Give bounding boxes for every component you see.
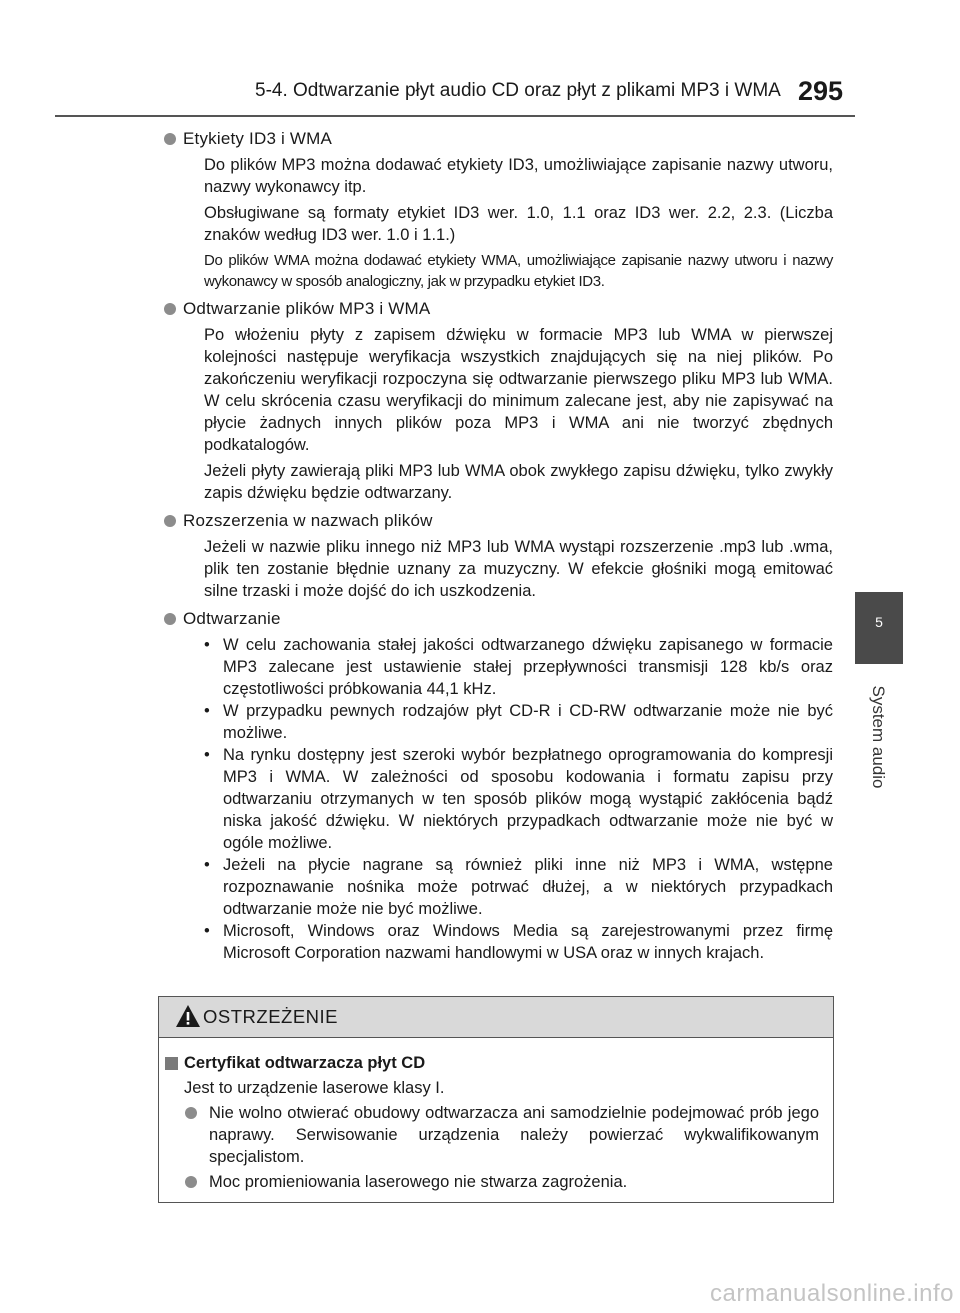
header-title: 5-4. Odtwarzanie płyt audio CD oraz płyt z plikami MP3 i WMA xyxy=(255,80,781,101)
chapter-number: 5 xyxy=(875,614,883,630)
square-bullet-icon xyxy=(165,1057,178,1070)
list-item xyxy=(204,854,833,920)
paragraph: Do plików MP3 można dodawać etykiety ID3, umożliwiające zapisanie nazwy utworu, nazwy wykonawcy itp. xyxy=(204,156,833,196)
warning-box xyxy=(158,996,834,1203)
section-playback xyxy=(183,608,833,964)
list-item-text: Microsoft, Windows oraz Windows Media są zarejestrowanymi przez firmę Microsoft Corporation nazwami handlowymi w USA oraz w innych krajach. xyxy=(223,922,833,962)
list-bullet: • xyxy=(204,856,210,874)
bullet-icon xyxy=(185,1176,197,1188)
header-divider xyxy=(55,115,855,117)
chapter-label-text: System audio xyxy=(869,685,888,789)
section-id3-tags xyxy=(183,128,833,292)
paragraph: Jeżeli w nazwie pliku innego niż MP3 lub WMA wystąpi rozszerzenie .mp3 lub .wma, plik ten zostanie błędnie uznany za muzyczny. W efekcie głośniki mogą emitować silne trzaski i może dojść do ich uszkodzenia. xyxy=(204,538,833,600)
page-header xyxy=(0,72,845,112)
list-item-text: W celu zachowania stałej jakości odtwarzanego dźwięku zapisanego w formacie MP3 zalecane jest ustawienie stałej przepływności transmisji 128 kb/s oraz częstotliwości próbkowania 44,1 kHz. xyxy=(223,636,833,698)
paragraph: Jeżeli płyty zawierają pliki MP3 lub WMA obok zwykłego zapisu dźwięku, tylko zwykły zapis dźwięku będzie odtwarzany. xyxy=(204,462,833,502)
bullet-icon xyxy=(164,613,176,625)
page-number: 295 xyxy=(798,76,844,106)
list-bullet: • xyxy=(204,922,210,940)
warning-heading-text: Certyfikat odtwarzacza płyt CD xyxy=(184,1054,426,1072)
paragraph: Po włożeniu płyty z zapisem dźwięku w formacie MP3 lub WMA w pierwszej kolejności następuje weryfikacja wszystkich znajdujących się na niej plików. Po zakończeniu weryfikacji rozpoczyna się odtwarzanie pierwszego pliku MP3 lub WMA. W celu skrócenia czasu weryfikacji do minimum zalecane jest, aby nie zapisywać na płycie żadnych innych plików poza MP3 i WMA ani nie tworzyć zbędnych podkatalogów. xyxy=(204,326,833,454)
section-heading: Rozszerzenia w nazwach plików xyxy=(183,511,433,530)
warning-heading xyxy=(159,1052,833,1074)
watermark: carmanualsonline.info xyxy=(710,1280,954,1307)
paragraph: Obsługiwane są formaty etykiet ID3 wer. 1.0, 1.1 oraz ID3 wer. 2.2, 2.3. (Liczba znaków według ID3 wer. 1.0 i 1.1.) xyxy=(204,204,833,244)
section-file-extensions xyxy=(183,510,833,602)
list-item-text: Jeżeli na płycie nagrane są również pliki inne niż MP3 i WMA, wstępne rozpoznawanie nośnika może potrwać dłużej, a w niektórych przypadkach odtwarzanie może nie być możliwe. xyxy=(223,856,833,918)
list-item xyxy=(204,700,833,744)
list-bullet: • xyxy=(204,636,210,654)
warning-title: OSTRZEŻENIE xyxy=(203,1006,339,1027)
paragraph: Do plików WMA można dodawać etykiety WMA, umożliwiające zapisanie nazwy utworu i nazwy wykonawcy w sposób analogiczny, jak w przypadku etykiet ID3. xyxy=(204,252,833,290)
list-item-text: Na rynku dostępny jest szeroki wybór bezpłatnego oprogramowania do kompresji MP3 i WMA. W zależności od sposobu kodowania i formatu zapisu przy odtwarzaniu otrzymanych w ten sposób plików mogą wystąpić zakłócenia bądź niska jakość dźwięku. W niektórych przypadkach odtwarzanie może nie być w ogóle możliwe. xyxy=(223,746,833,852)
bullet-icon xyxy=(185,1107,197,1119)
warning-triangle-icon xyxy=(175,1004,201,1028)
warning-bullet xyxy=(159,1102,833,1168)
list-item xyxy=(204,920,833,964)
list-item-text: W przypadku pewnych rodzajów płyt CD-R i CD-RW odtwarzanie może nie być możliwe. xyxy=(223,702,833,742)
section-heading: Odtwarzanie plików MP3 i WMA xyxy=(183,299,431,318)
warning-text: Jest to urządzenie laserowe klasy I. xyxy=(184,1079,445,1097)
list-bullet: • xyxy=(204,702,210,720)
item-list xyxy=(183,634,833,964)
chapter-label xyxy=(868,672,888,802)
section-heading: Odtwarzanie xyxy=(183,609,281,628)
warning-bullet-text: Nie wolno otwierać obudowy odtwarzacza ani samodzielnie podejmować prób jego naprawy. Serwisowanie urządzenia należy powierzać wykwalifikowanym specjalistom. xyxy=(209,1104,819,1166)
main-content xyxy=(183,128,833,964)
list-bullet: • xyxy=(204,746,210,764)
bullet-icon xyxy=(164,303,176,315)
warning-bullet xyxy=(159,1171,833,1193)
list-item xyxy=(204,744,833,854)
warning-header xyxy=(159,997,833,1038)
warning-body xyxy=(159,1038,833,1193)
warning-bullet-text: Moc promieniowania laserowego nie stwarza zagrożenia. xyxy=(209,1173,628,1191)
bullet-icon xyxy=(164,515,176,527)
chapter-tab[interactable] xyxy=(855,592,903,664)
section-heading: Etykiety ID3 i WMA xyxy=(183,129,333,148)
bullet-icon xyxy=(164,133,176,145)
list-item xyxy=(204,634,833,700)
section-mp3-playback xyxy=(183,298,833,504)
